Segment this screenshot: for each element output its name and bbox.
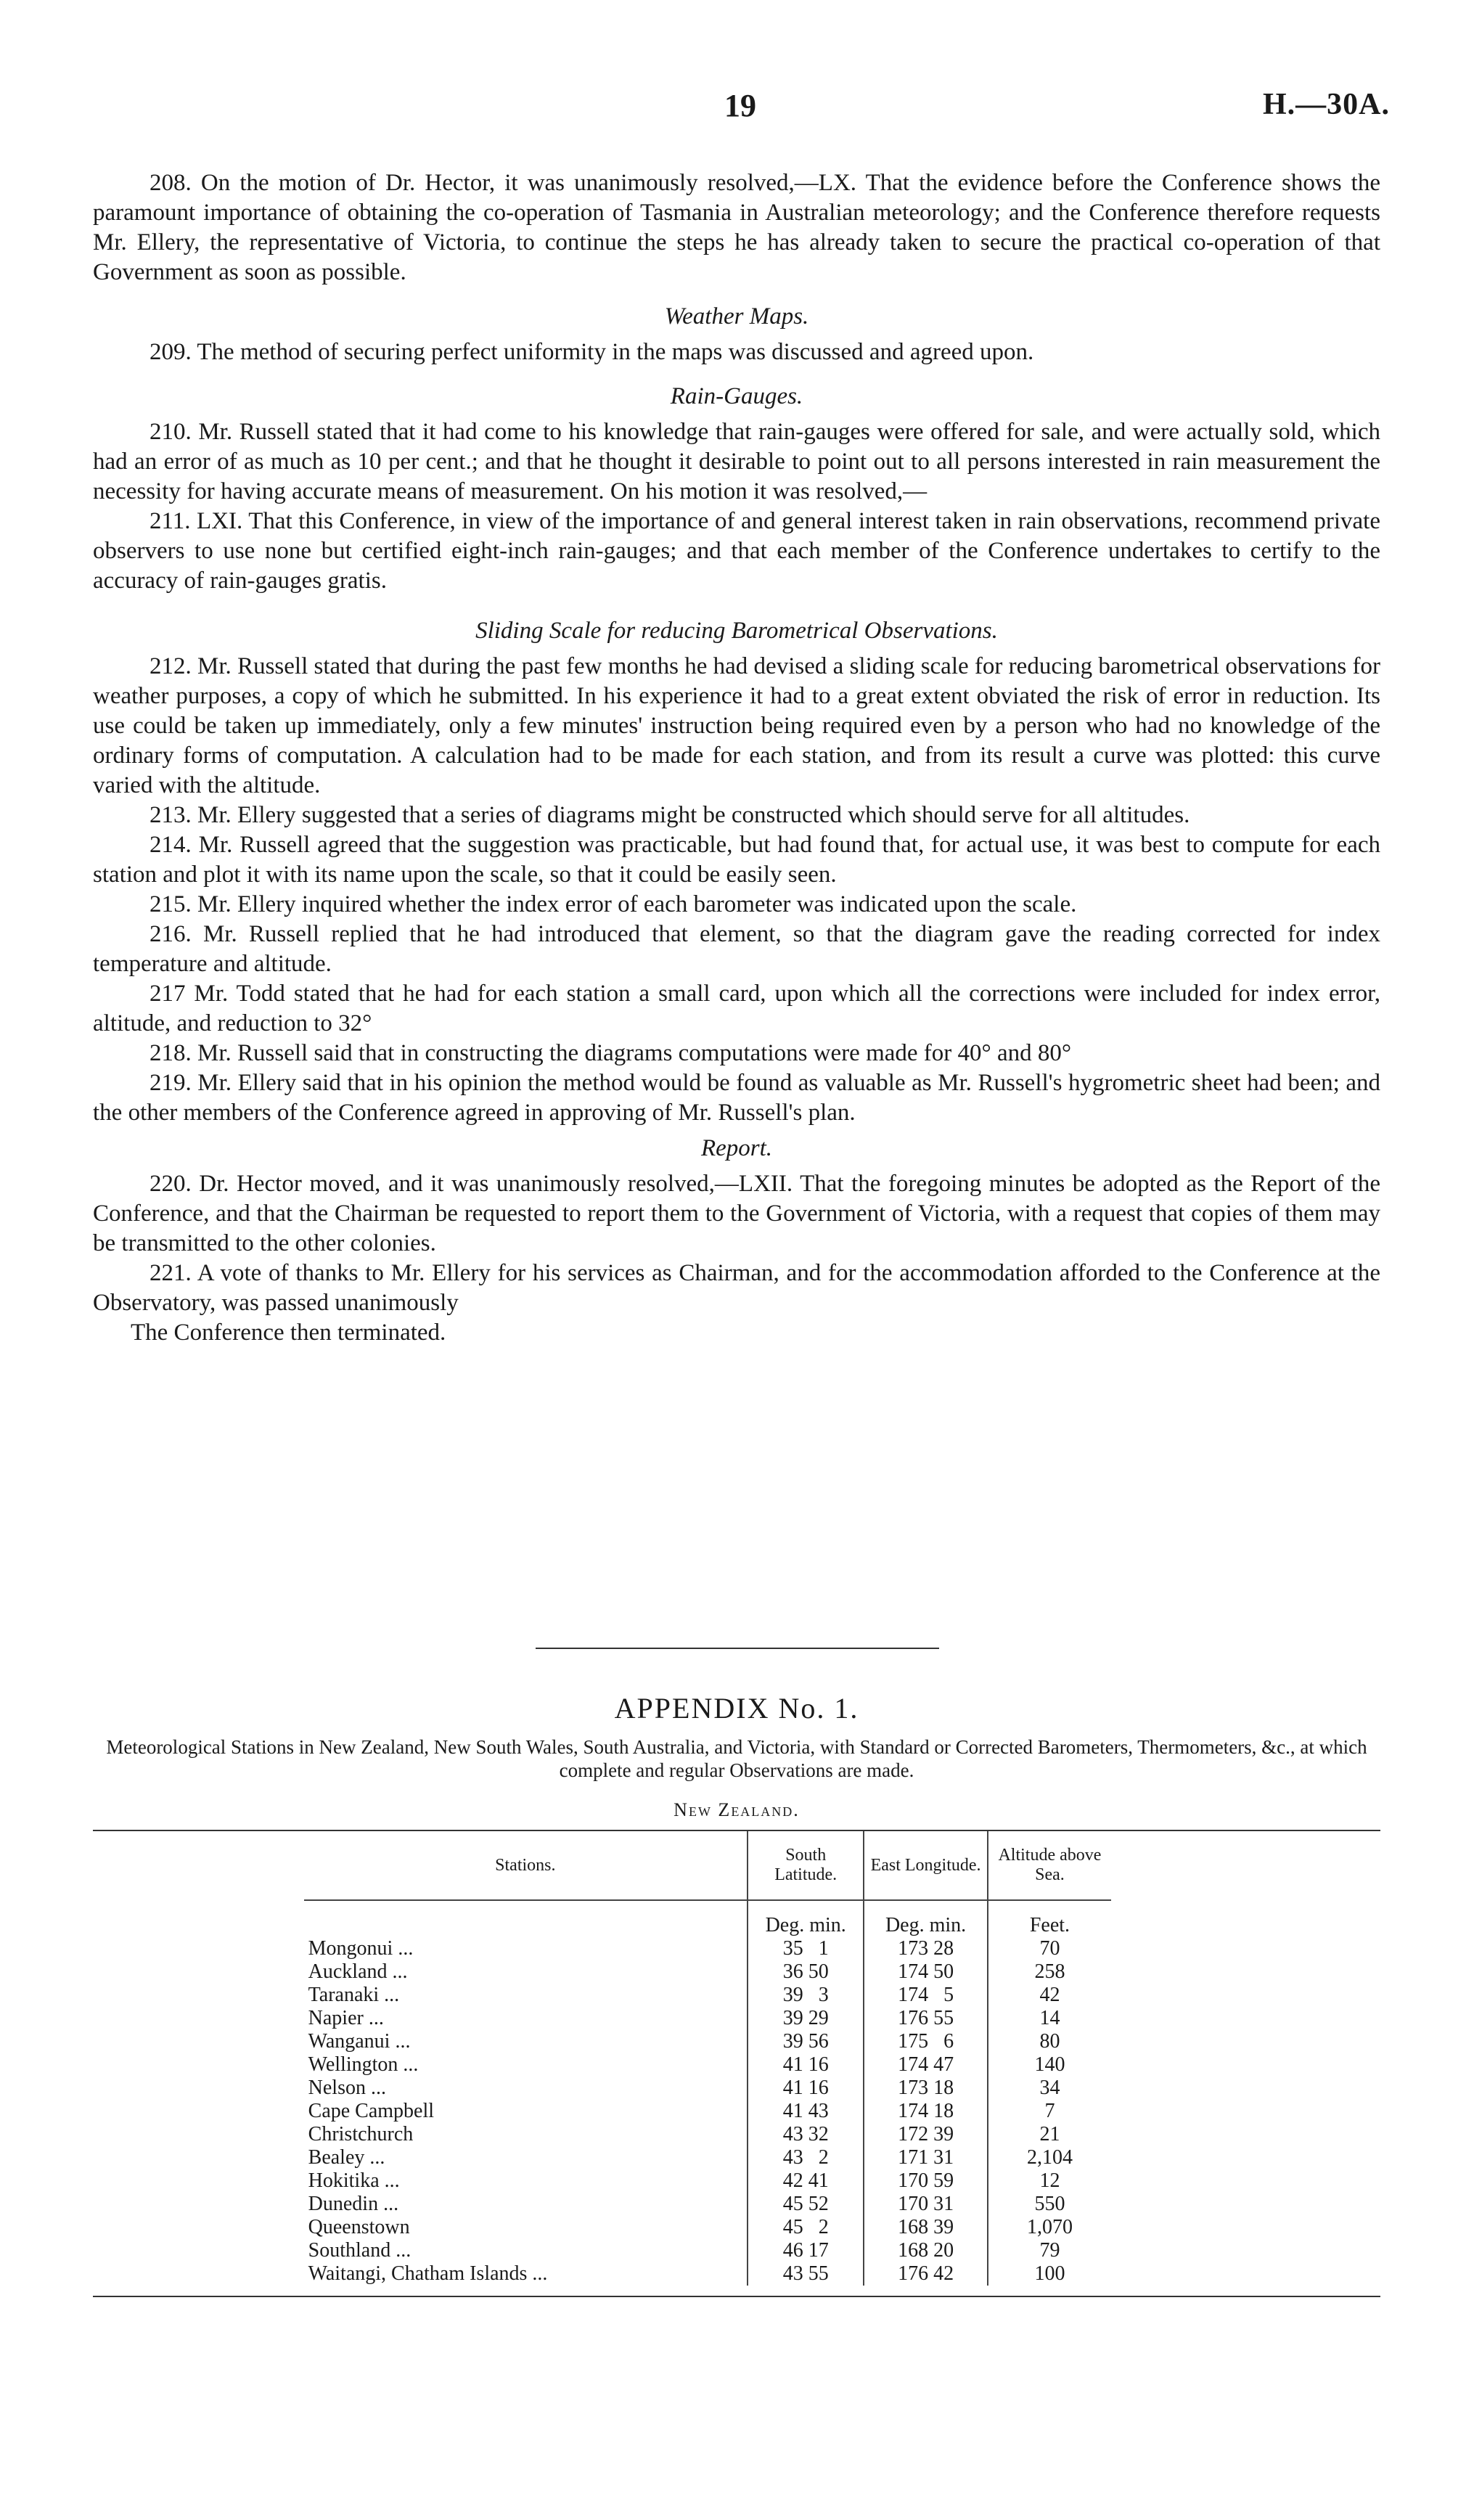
table-body [93,1900,1380,2286]
station-longitude: 173 28 [864,1937,987,1960]
station-altitude: 100 [988,2262,1111,2286]
table-row [93,2100,1380,2123]
table-row [93,2007,1380,2030]
heading-rain-gauges: Rain-Gauges. [670,383,803,409]
station-name: Napier ... [308,2007,384,2029]
station-name: Hokitika ... [308,2169,400,2192]
table-row [93,2030,1380,2053]
appendix-caption: Meteorological Stations in New Zealand, New South Wales, South Australia, and Victoria, with Standard or Corrected Barometers, Thermometers, &c., at which complete and regular Observations are made. [106,1736,1367,1781]
row-pad [93,2123,304,2146]
unit-altitude: Feet. [988,1900,1111,1937]
station-altitude: 12 [988,2169,1111,2193]
closing-line: The Conference then terminated. [131,1320,446,1346]
paragraph-221: 221. A vote of thanks to Mr. Ellery for his services as Chairman, and for the accommodation afforded to the Conference at the Observatory, was passed unanimously [93,1260,1380,1316]
row-pad [93,1960,304,1984]
row-pad [1111,1937,1380,1960]
row-pad [93,1937,304,1960]
station-altitude: 34 [988,2077,1111,2100]
row-pad [93,2239,304,2262]
station-latitude: 41 16 [748,2077,864,2100]
station-longitude: 176 42 [864,2262,987,2286]
station-altitude: 7 [988,2100,1111,2123]
station-latitude: 39 56 [748,2030,864,2053]
row-pad [93,2053,304,2077]
station-name: Wanganui ... [308,2030,411,2053]
station-name: Bealey ... [308,2146,385,2169]
station-longitude: 171 31 [864,2146,987,2169]
minutes-body [93,168,1380,1348]
table-row [93,2216,1380,2239]
station-longitude: 174 50 [864,1960,987,1984]
heading-report: Report. [700,1135,773,1161]
station-altitude: 2,104 [988,2146,1111,2169]
station-latitude: 39 29 [748,2007,864,2030]
station-longitude: 170 31 [864,2193,987,2216]
table-row [93,2077,1380,2100]
row-pad [93,2262,304,2286]
unit-latitude: Deg. min. [748,1900,864,1937]
station-name: Nelson ... [308,2077,386,2099]
row-pad [1111,2262,1380,2286]
station-longitude: 174 18 [864,2100,987,2123]
section-divider [536,1648,939,1649]
table-row [93,2146,1380,2169]
station-latitude: 46 17 [748,2239,864,2262]
station-altitude: 42 [988,1984,1111,2007]
paragraph-214: 214. Mr. Russell agreed that the suggestion was practicable, but had found that, for actual use, it was best to compute for each station and plot it with its name upon the scale, so that it could be easily seen. [93,832,1380,888]
table-row [93,2169,1380,2193]
station-name: Queenstown [308,2216,410,2238]
station-name: Auckland ... [308,1960,408,1983]
station-name: Christchurch [308,2123,414,2145]
unit-longitude: Deg. min. [864,1900,987,1937]
station-longitude: 176 55 [864,2007,987,2030]
station-altitude: 80 [988,2030,1111,2053]
table-row [93,1960,1380,1984]
row-pad [1111,2146,1380,2169]
station-altitude: 550 [988,2193,1111,2216]
table-row [93,1937,1380,1960]
table-bottom-rule [93,2296,1380,2297]
appendix-section [93,1691,1380,2297]
station-latitude: 45 52 [748,2193,864,2216]
station-latitude: 39 3 [748,1984,864,2007]
station-name: Wellington ... [308,2053,419,2076]
station-name: Mongonui ... [308,1937,414,1960]
paragraph-210: 210. Mr. Russell stated that it had come to his knowledge that rain-gauges were offered for sale, and were actually sold, which had an error of as much as 10 per cent.; and that he thought it desirable to point out to all persons interested in rain measurement the necessity for having accurate means of measurement. On his motion it was resolved,— [93,419,1380,504]
station-latitude: 35 1 [748,1937,864,1960]
paragraph-217: 217 Mr. Todd stated that he had for each station a small card, upon which all the corrections were included for index error, altitude, and reduction to 32° [93,981,1380,1036]
station-latitude: 41 43 [748,2100,864,2123]
station-altitude: 140 [988,2053,1111,2077]
row-pad [93,2146,304,2169]
header-altitude: Altitude above Sea. [988,1831,1111,1900]
station-altitude: 1,070 [988,2216,1111,2239]
row-pad [1111,2123,1380,2146]
row-pad [1111,2077,1380,2100]
station-longitude: 174 5 [864,1984,987,2007]
station-longitude: 172 39 [864,2123,987,2146]
row-pad [93,2193,304,2216]
units-row [93,1900,1380,1937]
station-altitude: 79 [988,2239,1111,2262]
paragraph-213: 213. Mr. Ellery suggested that a series of diagrams might be constructed which should serve for all altitudes. [150,802,1190,828]
row-pad [93,2100,304,2123]
page-header [0,87,1474,131]
heading-sliding-scale: Sliding Scale for reducing Barometrical Observations. [475,618,998,644]
row-pad [1111,1984,1380,2007]
header-latitude: South Latitude. [748,1831,864,1900]
paragraph-215: 215. Mr. Ellery inquired whether the index error of each barometer was indicated upon the scale. [150,891,1077,917]
station-latitude: 45 2 [748,2216,864,2239]
station-altitude: 258 [988,1960,1111,1984]
header-stations: Stations. [304,1831,748,1900]
table-row [93,2123,1380,2146]
paragraph-220: 220. Dr. Hector moved, and it was unanimously resolved,—LXII. That the foregoing minutes be adopted as the Report of the Conference, and that the Chairman be requested to report them to the Government of Victoria, with a request that copies of them may be transmitted to the other colonies. [93,1171,1380,1256]
row-pad [1111,2193,1380,2216]
table-header-row [93,1831,1380,1900]
paragraph-218: 218. Mr. Russell said that in constructing the diagrams computations were made for 40° and 80° [150,1040,1072,1066]
paragraph-212: 212. Mr. Russell stated that during the past few months he had devised a sliding scale for reducing barometrical observations for weather purposes, a copy of which he submitted. In his experience it had to a great extent obviated the risk of error in reduction. Its use could be taken up immediately, only a few minutes' instruction being required even by a person who had no knowledge of the ordinary forms of computation. A calculation had to be made for each station, and from its result a curve was plotted: this curve varied with the altitude. [93,653,1380,798]
station-longitude: 173 18 [864,2077,987,2100]
station-latitude: 36 50 [748,1960,864,1984]
row-pad [93,1984,304,2007]
station-altitude: 70 [988,1937,1111,1960]
station-altitude: 14 [988,2007,1111,2030]
paragraph-208: 208. On the motion of Dr. Hector, it was unanimously resolved,—LX. That the evidence before the Conference shows the paramount importance of obtaining the co-operation of Tasmania in Australian meteorology; and the Conference therefore requests Mr. Ellery, the representative of Victoria, to continue the steps he has already taken to secure the practical co-operation of that Government as soon as possible. [93,170,1380,285]
row-pad [1111,2169,1380,2193]
row-pad [93,2077,304,2100]
stations-table-wrapper [93,1830,1380,2297]
row-pad [93,2007,304,2030]
row-pad [93,2216,304,2239]
row-pad [1111,2239,1380,2262]
station-longitude: 175 6 [864,2030,987,2053]
station-name: Southland ... [308,2239,412,2262]
table-row [93,2053,1380,2077]
region-title: New Zealand. [673,1799,800,1820]
row-pad [1111,2100,1380,2123]
station-altitude: 21 [988,2123,1111,2146]
station-latitude: 41 16 [748,2053,864,2077]
row-pad [93,2030,304,2053]
station-name: Waitangi, Chatham Islands ... [308,2262,548,2285]
row-pad [1111,2030,1380,2053]
appendix-title: APPENDIX No. 1. [614,1692,859,1725]
station-longitude: 168 39 [864,2216,987,2239]
station-longitude: 170 59 [864,2169,987,2193]
row-pad [93,2169,304,2193]
row-pad [1111,2053,1380,2077]
station-longitude: 168 20 [864,2239,987,2262]
row-pad [1111,1960,1380,1984]
table-row [93,2239,1380,2262]
row-pad [1111,2007,1380,2030]
station-latitude: 43 55 [748,2262,864,2286]
station-name: Dunedin ... [308,2193,399,2215]
paragraph-219: 219. Mr. Ellery said that in his opinion the method would be found as valuable as Mr. Russell's hygrometric sheet had been; and the other members of the Conference agreed in approving of Mr. Russell's plan. [93,1070,1380,1126]
header-longitude: East Longitude. [864,1831,987,1900]
table-row [93,2262,1380,2286]
row-pad [1111,2216,1380,2239]
table-row [93,1984,1380,2007]
stations-table [93,1831,1380,2286]
paragraph-211: 211. LXI. That this Conference, in view of the importance of and general interest taken in rain observations, recommend private observers to use none but certified eight-inch rain-gauges; and that each member of the Conference undertakes to certify to the accuracy of rain-gauges gratis. [93,508,1380,594]
station-longitude: 174 47 [864,2053,987,2077]
heading-weather-maps: Weather Maps. [664,303,809,330]
table-row [93,2193,1380,2216]
station-name: Taranaki ... [308,1984,400,2006]
page-number: 19 [724,88,756,123]
station-name: Cape Campbell [308,2100,435,2122]
document-reference: H.—30A. [1263,88,1390,121]
station-latitude: 42 41 [748,2169,864,2193]
paragraph-216: 216. Mr. Russell replied that he had introduced that element, so that the diagram gave the reading corrected for index temperature and altitude. [93,921,1380,977]
station-latitude: 43 2 [748,2146,864,2169]
paragraph-209: 209. The method of securing perfect uniformity in the maps was discussed and agreed upon. [150,339,1034,365]
station-latitude: 43 32 [748,2123,864,2146]
